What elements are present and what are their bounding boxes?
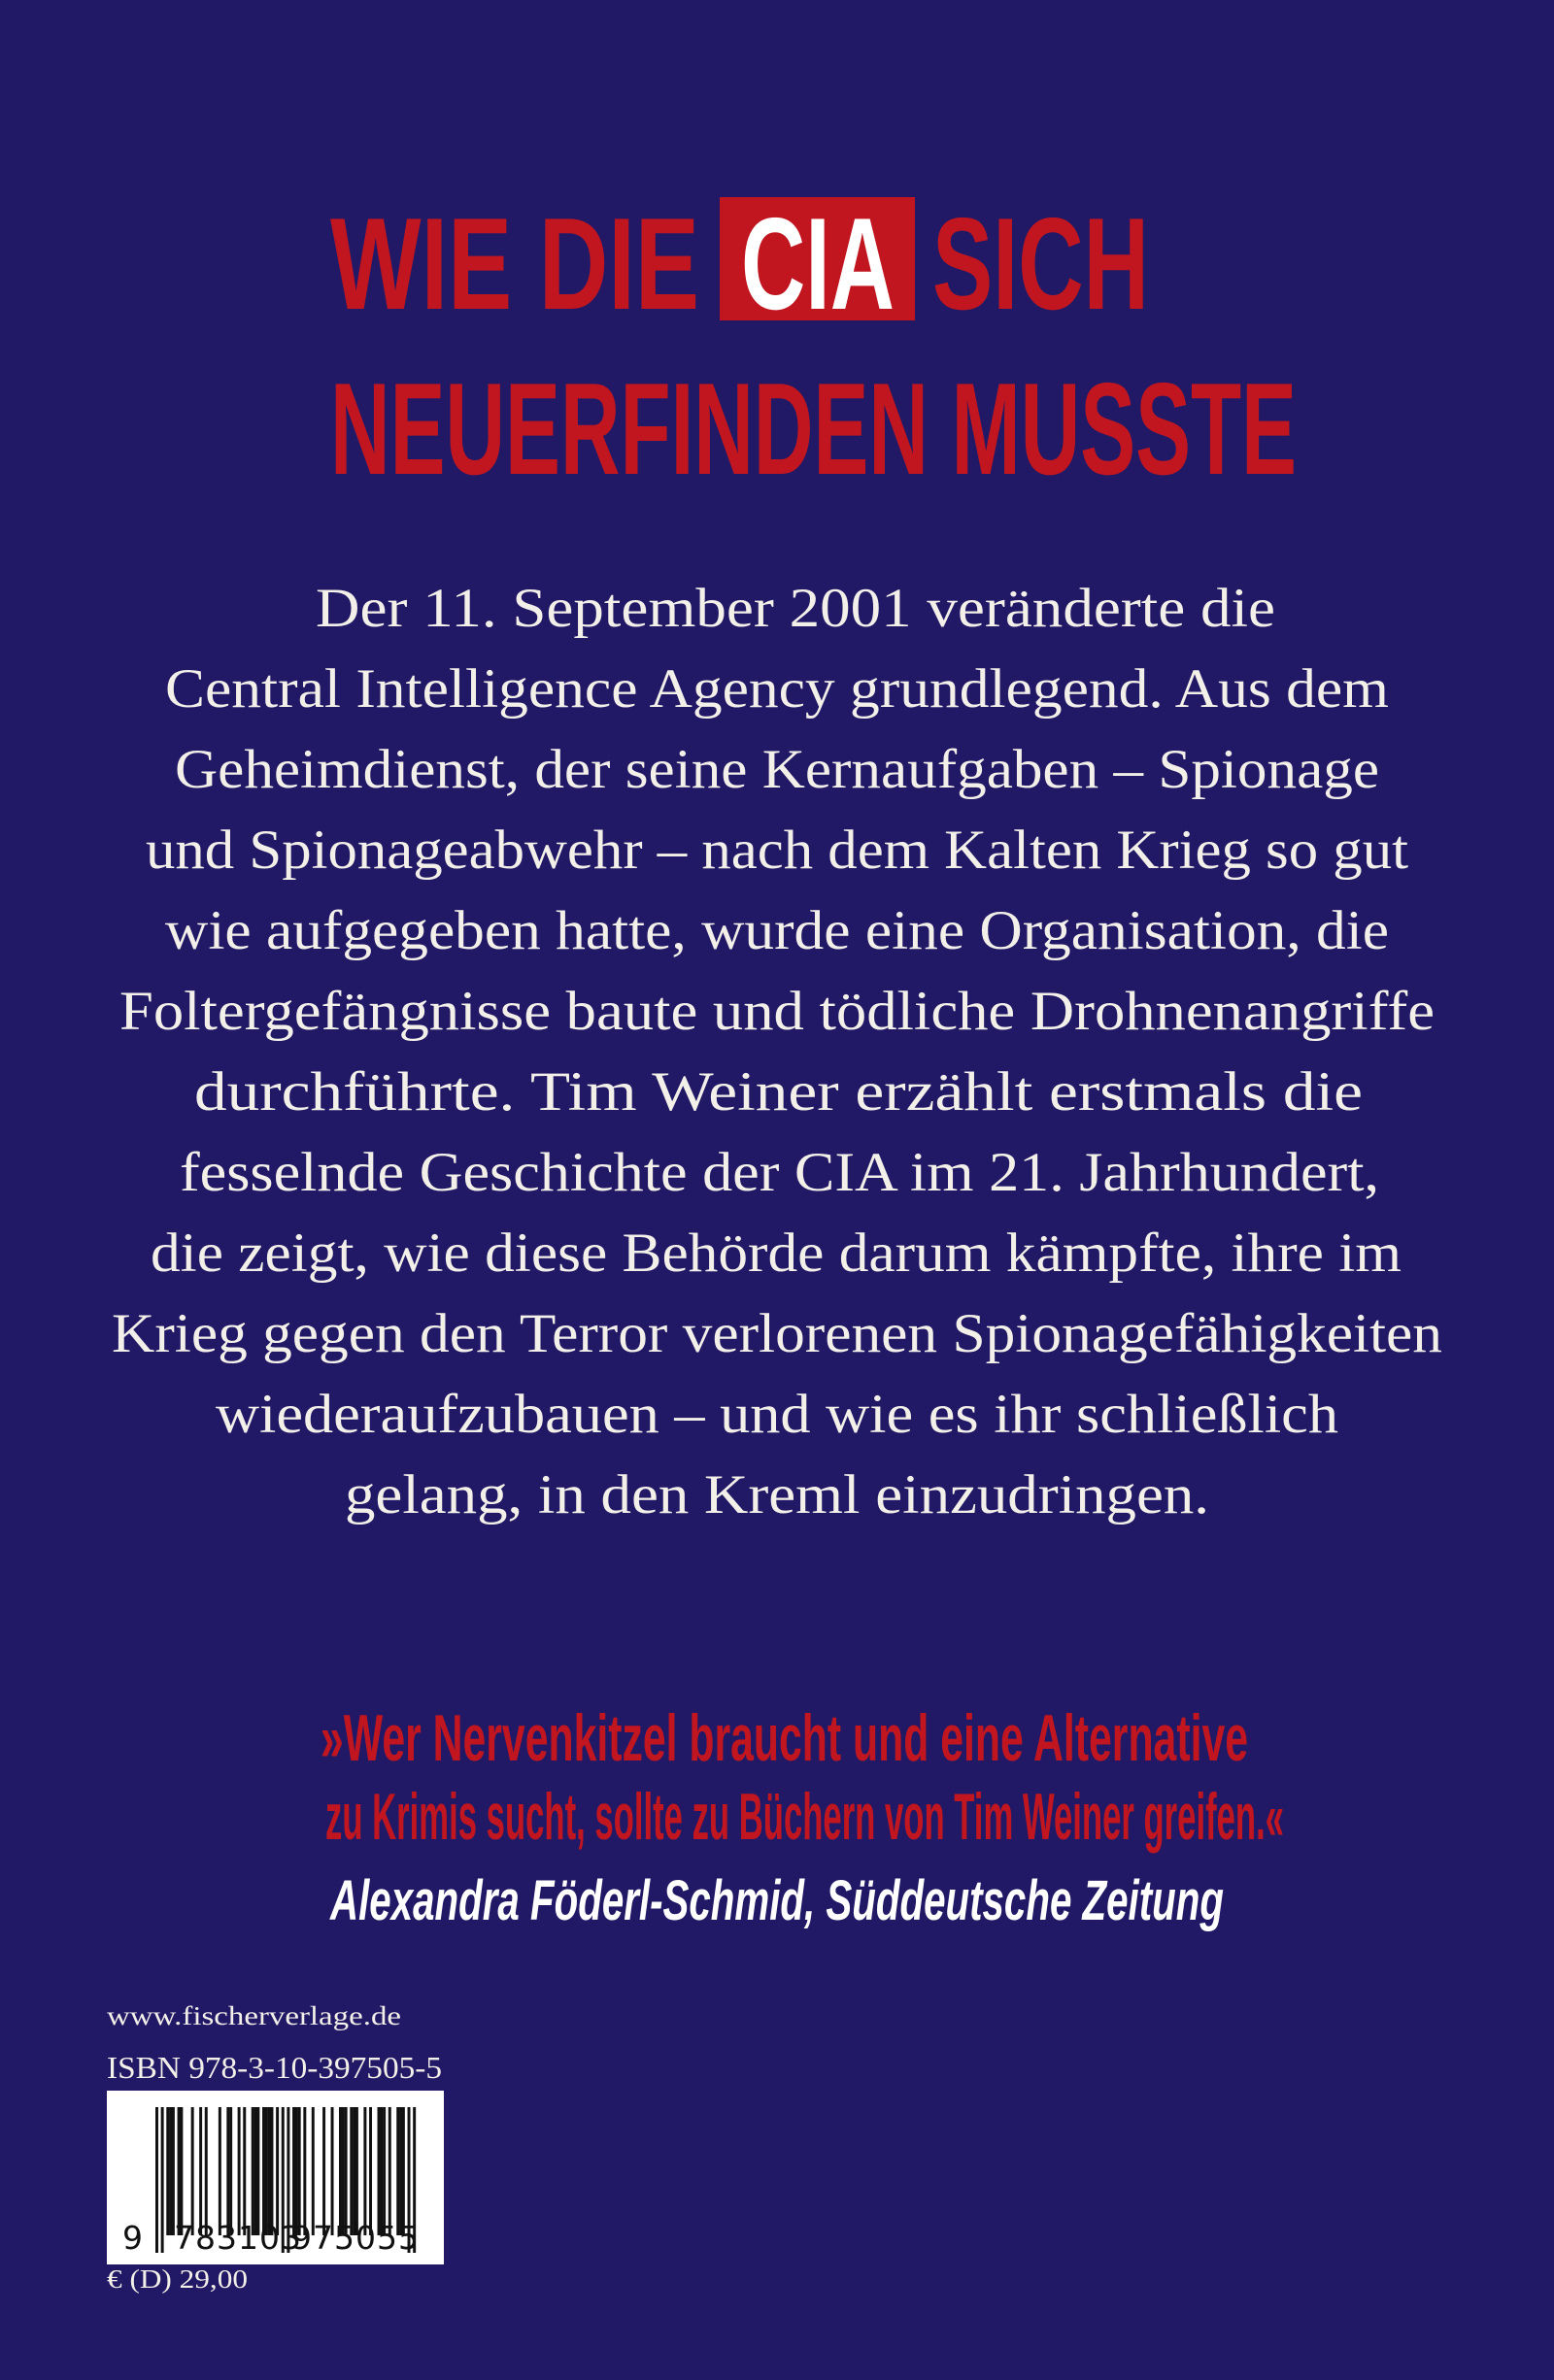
blurb-line: wiederaufzubauen – und wie es ihr schließlich — [216, 1384, 1338, 1446]
quote-line: »Wer Nervenkitzel braucht und eine Alternative — [321, 1701, 1248, 1776]
isbn-label: ISBN 978-3-10-397505-5 — [107, 2051, 443, 2086]
headline-cia-highlight: CIA — [741, 190, 895, 338]
price: € (D) 29,00 — [107, 2263, 248, 2294]
headline-line1-suffix: SICH — [932, 190, 1149, 338]
quote-attribution: Alexandra Föderl-Schmid, Süddeutsche Zeitung — [330, 1869, 1224, 1933]
quote-line: zu Krimis sucht, sollte zu Büchern von Tim Weiner greifen.« — [325, 1780, 1284, 1855]
blurb-line: wie aufgegeben hatte, wurde eine Organisation, die — [165, 900, 1389, 962]
blurb-line: Central Intelligence Agency grundlegend. Aus dem — [165, 658, 1389, 721]
barcode-left-digits: 783103 — [174, 2219, 302, 2257]
blurb-line: fesselnde Geschichte der CIA im 21. Jahrhundert, — [180, 1142, 1379, 1204]
blurb-line: Krieg gegen den Terror verlorenen Spionagefähigkeiten — [112, 1303, 1442, 1365]
blurb-line: und Spionageabwehr – nach dem Kalten Krieg so gut — [146, 820, 1408, 882]
headline-line1-prefix: WIE DIE — [330, 190, 699, 338]
headline-line2: NEUERFINDEN MUSSTE — [330, 355, 1297, 503]
blurb-line: Geheimdienst, der seine Kernaufgaben – Spionage — [175, 739, 1379, 801]
barcode-right-digits: 975055 — [291, 2219, 420, 2257]
blurb-line: gelang, in den Kreml einzudringen. — [345, 1464, 1209, 1526]
blurb-line: Foltergefängnisse baute und tödliche Drohnenangriffe — [119, 981, 1435, 1043]
blurb-line: die zeigt, wie diese Behörde darum kämpfte, ihre im — [151, 1223, 1402, 1285]
blurb-line: durchführte. Tim Weiner erzählt erstmals die — [194, 1061, 1363, 1123]
publisher-website[interactable]: www.fischerverlage.de — [107, 2000, 401, 2030]
blurb-line: Der 11. September 2001 veränderte die — [316, 578, 1275, 640]
barcode — [107, 2091, 444, 2264]
barcode-first-digit: 9 — [122, 2219, 143, 2257]
